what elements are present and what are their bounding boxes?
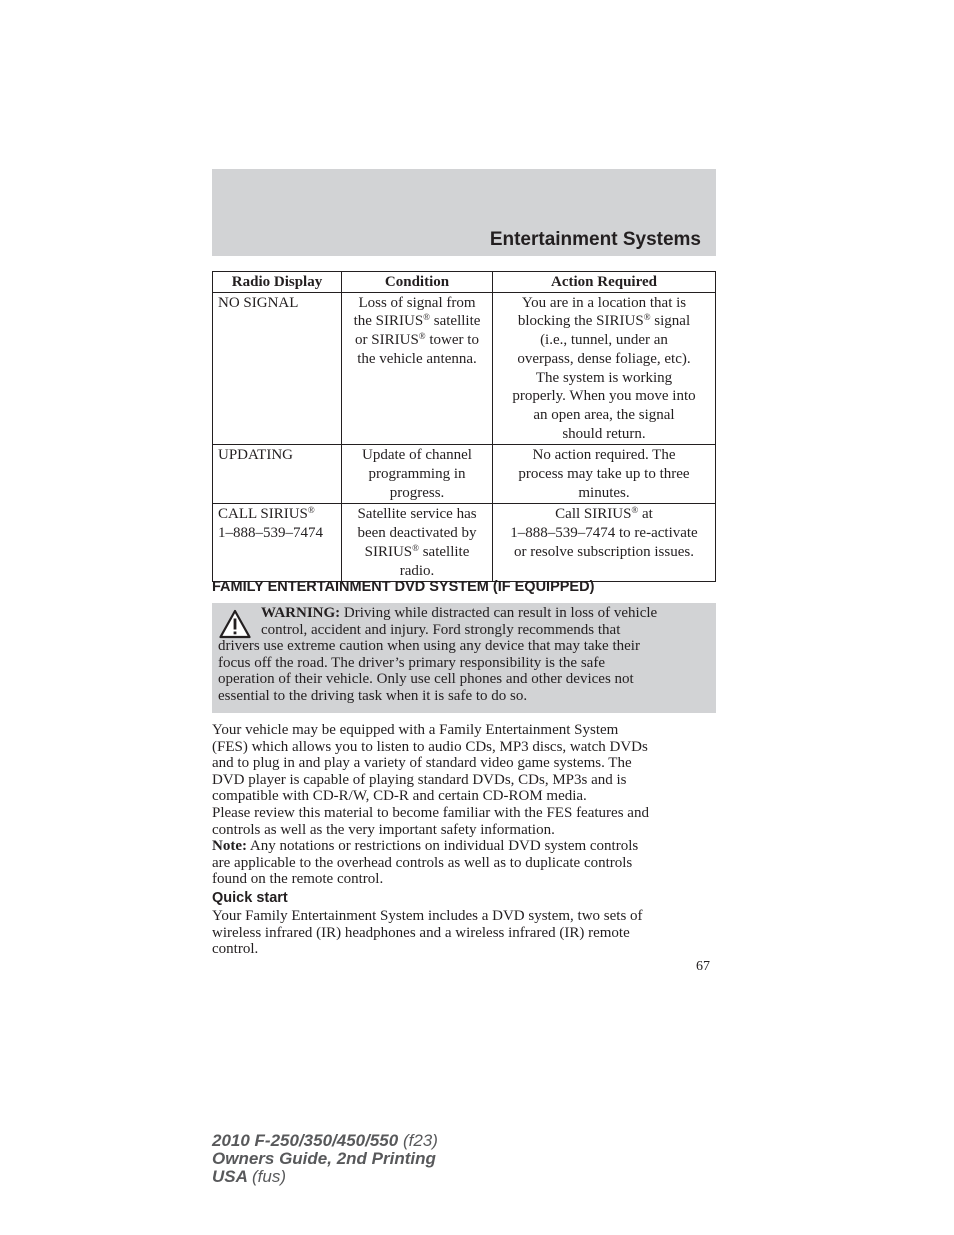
footer-model-code: (f23) bbox=[402, 1131, 438, 1150]
section-heading: FAMILY ENTERTAINMENT DVD SYSTEM (IF EQUIPPED) bbox=[212, 579, 595, 595]
text-line: Your Family Entertainment System includes a DVD system, two sets of bbox=[212, 908, 643, 924]
cell-line: Satellite service has bbox=[357, 506, 477, 523]
table-row bbox=[213, 504, 716, 582]
warning-box bbox=[212, 603, 716, 713]
cell-line: an open area, the signal bbox=[533, 406, 675, 423]
cell-condition bbox=[342, 445, 493, 504]
cell-radio-display bbox=[213, 504, 342, 582]
table-row bbox=[213, 292, 716, 445]
text-line: (FES) which allows you to listen to audio CDs, MP3 discs, watch DVDs bbox=[212, 738, 648, 755]
note-label: Note: bbox=[212, 838, 247, 854]
paragraph-quick-start bbox=[212, 908, 716, 958]
cell-line: Call SIRIUS® at bbox=[555, 505, 653, 523]
text-line: are applicable to the overhead controls as well as to duplicate controls bbox=[212, 854, 633, 871]
text-line: controls as well as the very important safety information. bbox=[212, 821, 555, 838]
table-row bbox=[213, 445, 716, 504]
text-line: Your vehicle may be equipped with a Family Entertainment System bbox=[212, 722, 619, 738]
text-line: compatible with CD-R/W, CD-R and certain CD-ROM media. bbox=[212, 788, 587, 805]
footer-guide: Owners Guide, 2nd Printing bbox=[212, 1149, 436, 1168]
warning-line: focus off the road. The driver’s primary responsibility is the safe bbox=[218, 654, 605, 671]
cell-condition bbox=[342, 292, 493, 445]
cell-line: blocking the SIRIUS® signal bbox=[517, 312, 691, 330]
cell-condition bbox=[342, 504, 493, 582]
cell-line: (i.e., tunnel, under an bbox=[540, 332, 668, 349]
cell-line: 1–888–539–7474 bbox=[218, 525, 323, 542]
cell-line: or SIRIUS® tower to bbox=[355, 331, 479, 349]
text-line: and to plug in and play a variety of standard video game systems. The bbox=[212, 755, 632, 772]
cell-line: No action required. The bbox=[532, 447, 676, 464]
paragraph-fes-intro bbox=[212, 722, 716, 805]
cell-line: process may take up to three bbox=[518, 466, 690, 483]
cell-line: programming in bbox=[368, 466, 466, 483]
cell-action-required bbox=[493, 504, 716, 582]
table-header-row bbox=[213, 272, 716, 293]
text-line: DVD player is capable of playing standard DVDs, CDs, MP3s and is bbox=[212, 771, 627, 788]
header-band bbox=[212, 169, 716, 256]
cell-line: 1–888–539–7474 to re-activate bbox=[510, 525, 698, 542]
warning-line: Driving while distracted can result in loss of vehicle bbox=[343, 605, 658, 621]
cell-line: progress. bbox=[389, 484, 445, 501]
cell-action-required bbox=[493, 445, 716, 504]
footer-market-code: (fus) bbox=[252, 1167, 286, 1186]
cell-line: the SIRIUS® satellite bbox=[353, 312, 481, 330]
text-line: Any notations or restrictions on individual DVD system controls bbox=[249, 838, 639, 854]
warning-text bbox=[218, 605, 712, 705]
cell-line: Loss of signal from bbox=[358, 294, 476, 311]
footer-market: USA bbox=[212, 1167, 248, 1186]
warning-label: WARNING: bbox=[261, 605, 341, 621]
page-section-title: Entertainment Systems bbox=[489, 229, 701, 250]
paragraph-review bbox=[212, 805, 716, 838]
text-line: control. bbox=[212, 941, 259, 958]
text-line: wireless infrared (IR) headphones and a wireless infrared (IR) remote bbox=[212, 924, 630, 941]
warning-line: essential to the driving task when it is safe to do so. bbox=[218, 687, 528, 704]
page-number: 67 bbox=[696, 959, 710, 974]
column-header-condition: Condition bbox=[342, 272, 493, 293]
footer bbox=[212, 1132, 438, 1186]
cell-line: properly. When you move into bbox=[512, 388, 696, 405]
cell-line: or resolve subscription issues. bbox=[514, 543, 694, 560]
cell-line: should return. bbox=[562, 425, 646, 442]
cell-line: overpass, dense foliage, etc). bbox=[517, 350, 691, 367]
cell-line: The system is working bbox=[535, 369, 673, 386]
cell-line: SIRIUS® satellite bbox=[364, 542, 470, 560]
cell-radio-display: NO SIGNAL bbox=[213, 292, 342, 445]
warning-line: operation of their vehicle. Only use cell phones and other devices not bbox=[218, 671, 634, 688]
column-header-action-required: Action Required bbox=[493, 272, 716, 293]
footer-model: 2010 F-250/350/450/550 bbox=[212, 1131, 399, 1150]
cell-action-required bbox=[493, 292, 716, 445]
cell-line: been deactivated by bbox=[357, 525, 477, 542]
warning-line: control, accident and injury. Ford strongly recommends that bbox=[261, 621, 621, 638]
quick-start-heading: Quick start bbox=[212, 890, 288, 906]
cell-line: the vehicle antenna. bbox=[357, 350, 477, 367]
cell-line: Update of channel bbox=[362, 447, 472, 464]
paragraph-note bbox=[212, 838, 716, 888]
cell-line: You are in a location that is bbox=[521, 294, 687, 311]
warning-line: drivers use extreme caution when using any device that may take their bbox=[218, 638, 640, 655]
radio-display-table bbox=[212, 271, 716, 582]
cell-line: CALL SIRIUS® bbox=[218, 505, 315, 523]
cell-radio-display: UPDATING bbox=[213, 445, 342, 504]
cell-line: radio. bbox=[399, 562, 435, 579]
cell-line: minutes. bbox=[578, 484, 630, 501]
column-header-radio-display: Radio Display bbox=[213, 272, 342, 293]
text-line: Please review this material to become familiar with the FES features and bbox=[212, 805, 649, 821]
text-line: found on the remote control. bbox=[212, 871, 384, 888]
